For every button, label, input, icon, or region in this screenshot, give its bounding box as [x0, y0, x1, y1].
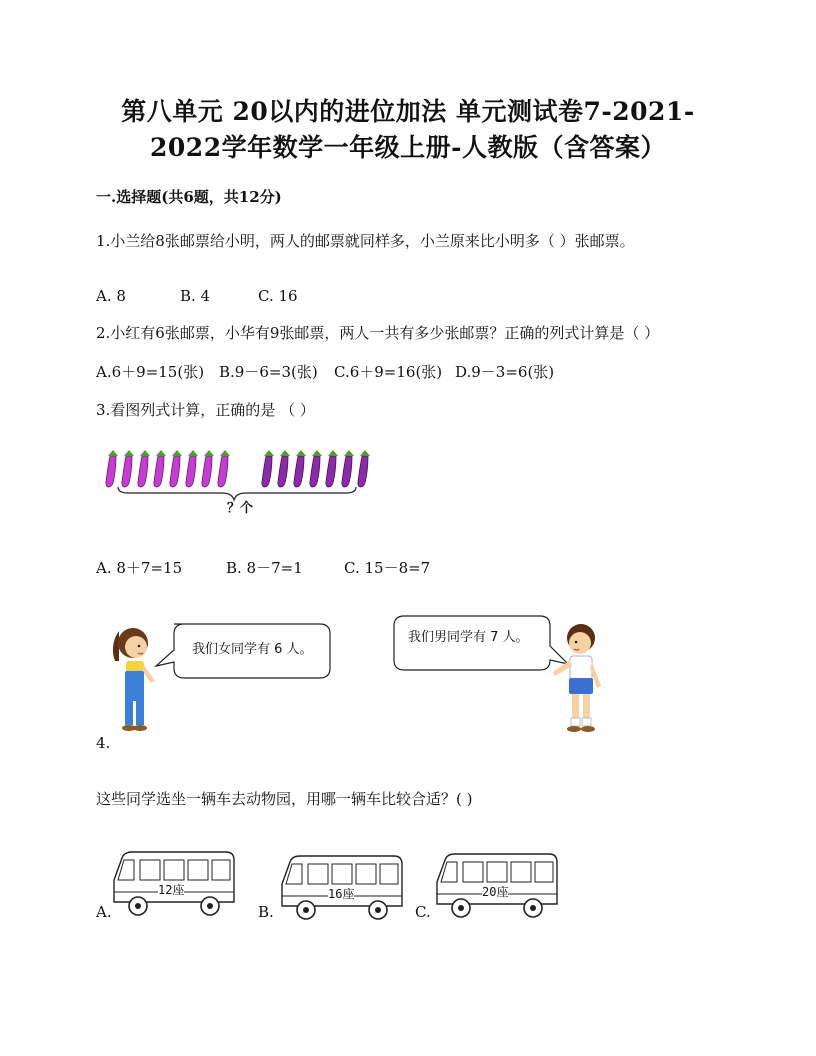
- q2-option-c: C.6＋9=16(张): [334, 363, 443, 381]
- eggplant-icon: [262, 450, 274, 487]
- girl-bubble-text: 我们女同学有 6 人。: [192, 642, 313, 657]
- eggplant-icon: [278, 450, 290, 487]
- q3-option-b: B. 8－7=1: [226, 559, 303, 577]
- eggplant-icon: [154, 450, 166, 487]
- q1-option-c: C. 16: [258, 287, 298, 305]
- bus-b-text: 16座: [328, 887, 355, 901]
- figure-label: ？个: [227, 501, 254, 516]
- eggplant-icon: [326, 450, 338, 487]
- eggplant-icon: [358, 450, 370, 487]
- bus-c-text: 20座: [482, 885, 509, 899]
- section-heading: 一.选择题(共6题，共12分): [96, 188, 282, 206]
- eggplant-icon: [310, 450, 322, 487]
- eggplant-group-left: [106, 450, 230, 487]
- q1-option-b: B. 4: [180, 287, 211, 305]
- question-4: 这些同学选坐一辆车去动物园，用哪一辆车比较合适？( ): [96, 790, 473, 808]
- q2-option-d: D.9－3=6(张): [455, 363, 555, 381]
- q3-option-a: A. 8＋7=15: [96, 559, 183, 577]
- question-1: 1.小兰给8张邮票给小明，两人的邮票就同样多，小兰原来比小明多（ ）张邮票。: [96, 232, 635, 250]
- q3-option-c: C. 15－8=7: [344, 559, 431, 577]
- doc-title-line1: 第八单元 20以内的进位加法 单元测试卷7-2021-: [121, 97, 695, 126]
- eggplant-icon: [342, 450, 354, 487]
- boy-bubble-text: 我们男同学有 7 人。: [408, 630, 529, 645]
- doc-title-line2: 2022学年数学一年级上册-人教版（含答案）: [150, 133, 666, 162]
- eggplant-icon: [202, 450, 214, 487]
- question-3: 3.看图列式计算，正确的是 （ ）: [96, 401, 315, 419]
- q4-option-b-label: B.: [258, 903, 274, 921]
- q2-option-b: B.9－6=3(张): [219, 363, 318, 381]
- q4-option-c-label: C.: [415, 903, 431, 921]
- q2-option-a: A.6＋9=15(张): [96, 363, 205, 381]
- eggplant-icon: [106, 450, 118, 487]
- eggplant-icon: [218, 450, 230, 487]
- eggplant-icon: [138, 450, 150, 487]
- eggplant-icon: [294, 450, 306, 487]
- eggplant-icon: [122, 450, 134, 487]
- eggplant-icon: [186, 450, 198, 487]
- boy-illustration: [545, 622, 615, 738]
- eggplant-group-right: [262, 450, 370, 487]
- question-4-number: 4.: [96, 734, 111, 752]
- question-2: 2.小红有6张邮票，小华有9张邮票，两人一共有多少张邮票？正确的列式计算是（ ）: [96, 324, 660, 342]
- eggplant-icon: [170, 450, 182, 487]
- bus-a-text: 12座: [158, 883, 185, 897]
- q4-option-a-label: A.: [96, 903, 112, 921]
- q1-option-a: A. 8: [96, 287, 126, 305]
